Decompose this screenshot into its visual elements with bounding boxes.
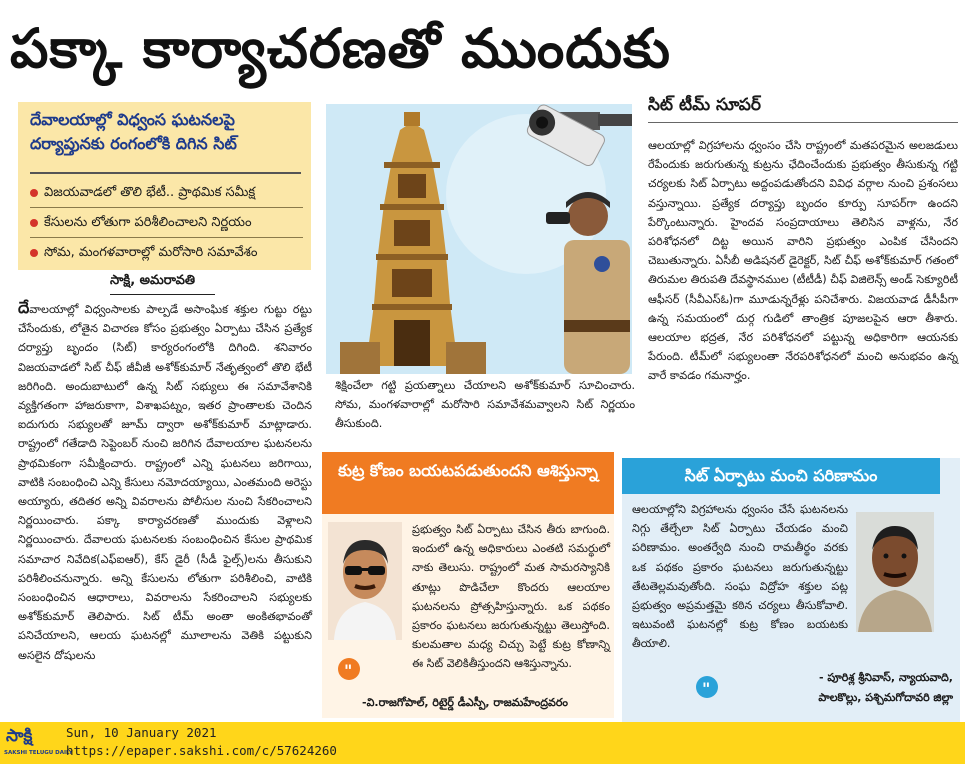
- subheading-bullet: సోమ, మంగళవారాల్లో మరోసారి సమావేశం: [30, 238, 303, 268]
- srinivas-photo: [856, 512, 934, 632]
- logo-tagline: SAKSHI TELUGU DAILY: [4, 750, 73, 756]
- article-column-1-text: వాలయాల్లో విధ్వంసాలకు పాల్పడే అసాంఘిక శక్తుల గుట్టు రట్టు చేసేందుకు, లోతైన విచారణ కోసం ప్రభుత్వం ఏర్పాటు చేసిన ప్రత్యేక దర్యాప్తు బృందం (సిట్) కార్యరంగంలోకి దిగింది. శనివారం విజయవాడలో సిట్ చీఫ్ జీవీజీ అశోక్‌కుమార్ నేతృత్వంలో తొలి భేటీ జరిగింది. అందుబాటులో ఉన్న సిట్ సభ్యులు ఈ సమావేశానికి వ్యక్తిగతంగా హాజరుకాగా, విశాఖపట్నం, ఇతర ప్రాంతాలకు చెందిన ఐదుగురు సభ్యులతో జూమ్ ద్వారా అశోక్‌కుమార్ మాట్లాడారు. రాష్ట్రంలో గతేడాది సెప్టెంబర్ నుంచి జరిగిన దేవాలయాల ఘటనలను ప్రాథమికంగా సమీక్షించారు. రాష్ట్రంలో ఎన్ని ఘటనలు జరిగాయి, వాటికి సంబంధించి ఎన్ని కేసులు నమోదయ్యాయి, ఎంతమంది అరెస్టు అయ్యారు, తదితర అన్ని వివరాలను పోలీసుల నుంచి సేకరించాలని నిర్ణయించారు. పక్కా కార్యాచరణతో ముందుకు వెళ్లాలని నిర్ణయించారు. దేవాలయ ఘటనలకు సంబంధించిన కేసుల ప్రాథమిక సమాచార నివేదిక(ఎఫ్ఐఆర్), కేస్ డైరీ (సీడీ ఫైల్స్)లను తీసుకుని పరిశీలించనున్నారు. అన్ని కేసులను లోతుగా పరిశీలించి, వాటికి సంబంధించిన ఆధారాలు, వివరాలను సేకరించాలని సభ్యులకు అశోక్‌కుమార్ తెలిపారు. సిట్ టీమ్ అంతా అంకితభావంతో పనిచేయాలని, ఆలయ ఘటనల్లో మూలాలను వెతికి పట్టుకుని అసలైన దోషులను: [18, 303, 312, 662]
- bullet-icon: [30, 189, 38, 197]
- article-column-1: [18, 298, 312, 710]
- bullet-icon: [30, 249, 38, 257]
- subheading-box: [18, 102, 311, 270]
- logo-mark: సాక్షి: [6, 726, 33, 746]
- article-middle-text: శిక్షించేలా గట్టి ప్రయత్నాలు చేయాలని అశోక్‌కుమార్ సూచించారు. సోమ, మంగళవారాల్లో మరోసారి సమావేశమవ్వాలని సిట్ నిర్ణయం తీసుకుంది.: [335, 379, 635, 431]
- byline-divider: [110, 294, 215, 295]
- subheading-bullets: [18, 174, 311, 268]
- person-portrait: [856, 512, 934, 632]
- orange-box-title: కుట్ర కోణం బయటపడుతుందని ఆశిస్తున్నా: [322, 452, 614, 514]
- sit-section-divider: [648, 122, 958, 123]
- footer-bar: [0, 722, 965, 764]
- epaper-link[interactable]: https://epaper.sakshi.com/c/57624260: [66, 743, 337, 758]
- orange-box-attribution: -వి.రాజగోపాల్, రిటైర్డ్ డీఎస్పీ, రాజమహేంద్రవరం: [362, 696, 568, 709]
- blue-box-title: సిట్ ఏర్పాటు మంచి పరిణామం: [622, 458, 940, 494]
- blue-box-attribution: [728, 668, 953, 708]
- byline: సాక్షి, అమరావతి: [110, 273, 195, 288]
- orange-box-text: ప్రభుత్వం సిట్ ఏర్పాటు చేసిన తీరు బాగుంది. ఇందులో ఉన్న అధికారులు ఎంతటి సమర్థులో నాకు తెలుసు. రాష్ట్రంలో మత సామరస్యానికి తూట్లు పొడిచేలా కొందరు ఆలయాల ఘటనలను ప్రోత్సహిస్తున్నారు. ఒక పథకం ప్రకారం ఘటనలు జరుగుతున్నట్టు తెలుస్తోంది. కులమతాల మధ్య చిచ్చు పెట్టే కుట్ర కోణాన్ని ఈ సిట్ వెలికితీస్తుందని ఆశిస్తున్నాను.: [412, 523, 610, 671]
- rajagopal-photo: [328, 522, 402, 640]
- bullet-icon: [30, 219, 38, 227]
- blue-box-attribution-line1: - పూరిశ్ల శ్రీనివాస్, న్యాయవాది,: [819, 671, 953, 684]
- svg-text:": ": [344, 661, 353, 680]
- subheading-bullet: విజయవాడలో తొలి భేటీ.. ప్రాథమిక సమీక్ష: [30, 178, 303, 208]
- blue-box-attribution-line2: పాలకొల్లు, పశ్చిమగోదావరి జిల్లా: [818, 691, 953, 704]
- quote-mark-icon: [338, 658, 360, 684]
- subheading-bullet: కేసులను లోతుగా పరిశీలించాలని నిర్ణయం: [30, 208, 303, 238]
- person-portrait: [328, 522, 402, 640]
- quote-mark-icon: [696, 676, 718, 702]
- headline: పక్కా కార్యాచరణతో ముందుకు: [10, 17, 671, 80]
- svg-text:": ": [702, 679, 711, 698]
- sit-section-title: సిట్ టీమ్ సూపర్: [648, 95, 761, 115]
- temple-cctv-photo: [326, 104, 632, 374]
- subheading-title: దేవాలయాల్లో విధ్వంస ఘటనలపై దర్యాప్తునకు రంగంలోకి దిగిన సిట్: [30, 110, 237, 153]
- temple-cctv-illustration: [326, 104, 632, 374]
- sakshi-logo[interactable]: [4, 724, 73, 762]
- sit-section-text: ఆలయాల్లో విగ్రహాలను ధ్వంసం చేసి రాష్ట్రంలో మతపరమైన అలజడులు రేపేందుకు జరుగుతున్న కుట్రను ఛేదించేందుకు ప్రభుత్వం తీసుకున్న గట్టి చర్యలకు సిట్ ఏర్పాటు అద్దంపడుతోందని వివిధ వర్గాల నుంచి ప్రశంసలు వస్తున్నాయి. ప్రత్యేక దర్యాప్తు బృందం కూర్పు సూపర్‌గా ఉందని పేర్కొంటున్నారు. హైందవ సంప్రదాయాలు తెలిసిన వాళ్లను, నేర పరిశోధనలో దిట్ట అయిన వారిని ప్రభుత్వం ఎంపిక చేసిందని చెబుతున్నారు. ఏసీబీ అడిషనల్ డైరెక్టర్, సిట్ చీఫ్ అశోక్‌కుమార్ గతంలో తిరుమల తిరుపతి దేవస్థానముల (టీటీడీ) చీఫ్ విజిలెన్స్ అండ్ సెక్యూరిటీ ఆఫీసర్ (సీవీఎస్ఓ)గా మూడున్నరేళ్లు పనిచేశారు. విజయవాడ డీసీపీగా ఉన్న సమయంలో దుర్గ గుడిలో తాంత్రిక పూజలపైన ఆరా తీశారు. ఆలయాల భద్రత, నేర పరిశోధనలో పట్టున్న అధికారిగా ఆయనకు పేరుంది. టీమ్‌లో సభ్యులంతా నేరపరిశోధనలో మంచి అనుభవం ఉన్న వారే కావడం గమనార్హం.: [648, 139, 958, 383]
- blue-box-text: ఆలయాల్లోని విగ్రహాలను ధ్వంసం చేసే ఘటనలను నిగ్గు తేల్చేలా సిట్ ఏర్పాటు చేయడం మంచి పరిణామం. అంతర్వేది నుంచి రామతీర్థం వరకు ఒక పథకం ప్రకారం ఘటనలు జరుగుతున్నట్టు తేటతెల్లమవుతోంది. సంఘ విద్రోహ శక్తుల పట్ల ప్రభుత్వం అప్రమత్తమై కఠిన చర్యలు తీసుకోవాలి. ఇటువంటి ఘటనల్లో కుట్ర కోణం బయటకు తీయాలి.: [632, 503, 848, 651]
- dropcap: దే: [18, 298, 30, 317]
- edition-date: Sun, 10 January 2021: [66, 725, 217, 740]
